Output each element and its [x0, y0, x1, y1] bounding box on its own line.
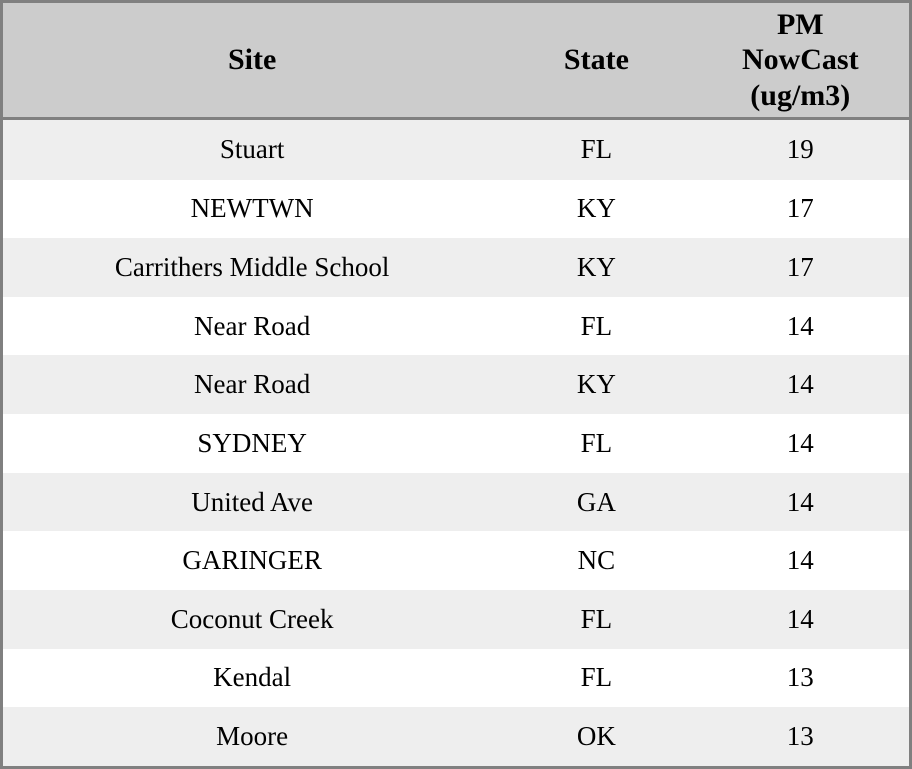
cell-state: NC	[501, 531, 691, 590]
cell-state: KY	[501, 238, 691, 297]
table-row	[3, 180, 909, 239]
table-row	[3, 414, 909, 473]
table-row	[3, 355, 909, 414]
column-header-site: Site	[3, 3, 501, 119]
cell-site: SYDNEY	[3, 414, 501, 473]
cell-value: 14	[692, 414, 909, 473]
table-row	[3, 238, 909, 297]
column-header-pm-nowcast-line3: (ug/m3)	[750, 78, 851, 112]
column-header-pm-nowcast	[692, 3, 909, 119]
cell-site: Near Road	[3, 355, 501, 414]
cell-value: 14	[692, 590, 909, 649]
cell-site: NEWTWN	[3, 180, 501, 239]
cell-state: FL	[501, 649, 691, 708]
column-header-pm-nowcast-line1: PM	[776, 8, 824, 41]
cell-value: 17	[692, 180, 909, 239]
cell-state: FL	[501, 297, 691, 356]
cell-value: 13	[692, 707, 909, 766]
table-row	[3, 707, 909, 766]
pm-nowcast-table	[3, 3, 909, 766]
cell-site: Kendal	[3, 649, 501, 708]
cell-value: 17	[692, 238, 909, 297]
cell-site: Moore	[3, 707, 501, 766]
table-row	[3, 649, 909, 708]
cell-site: Near Road	[3, 297, 501, 356]
column-header-state: State	[501, 3, 691, 119]
table-header	[3, 3, 909, 119]
cell-site: Stuart	[3, 119, 501, 180]
table-row	[3, 590, 909, 649]
cell-value: 14	[692, 355, 909, 414]
table-header-row	[3, 3, 909, 119]
column-header-pm-nowcast-line2: NowCast	[741, 43, 859, 77]
cell-state: KY	[501, 355, 691, 414]
table-row	[3, 119, 909, 180]
cell-value: 14	[692, 297, 909, 356]
cell-state: FL	[501, 119, 691, 180]
cell-state: FL	[501, 414, 691, 473]
cell-state: KY	[501, 180, 691, 239]
table-body	[3, 119, 909, 766]
cell-site: GARINGER	[3, 531, 501, 590]
cell-state: GA	[501, 473, 691, 532]
cell-value: 14	[692, 473, 909, 532]
cell-state: FL	[501, 590, 691, 649]
cell-value: 13	[692, 649, 909, 708]
table-row	[3, 473, 909, 532]
cell-value: 14	[692, 531, 909, 590]
cell-site: United Ave	[3, 473, 501, 532]
table-row	[3, 297, 909, 356]
cell-state: OK	[501, 707, 691, 766]
cell-site: Carrithers Middle School	[3, 238, 501, 297]
cell-site: Coconut Creek	[3, 590, 501, 649]
table-row	[3, 531, 909, 590]
cell-value: 19	[692, 119, 909, 180]
